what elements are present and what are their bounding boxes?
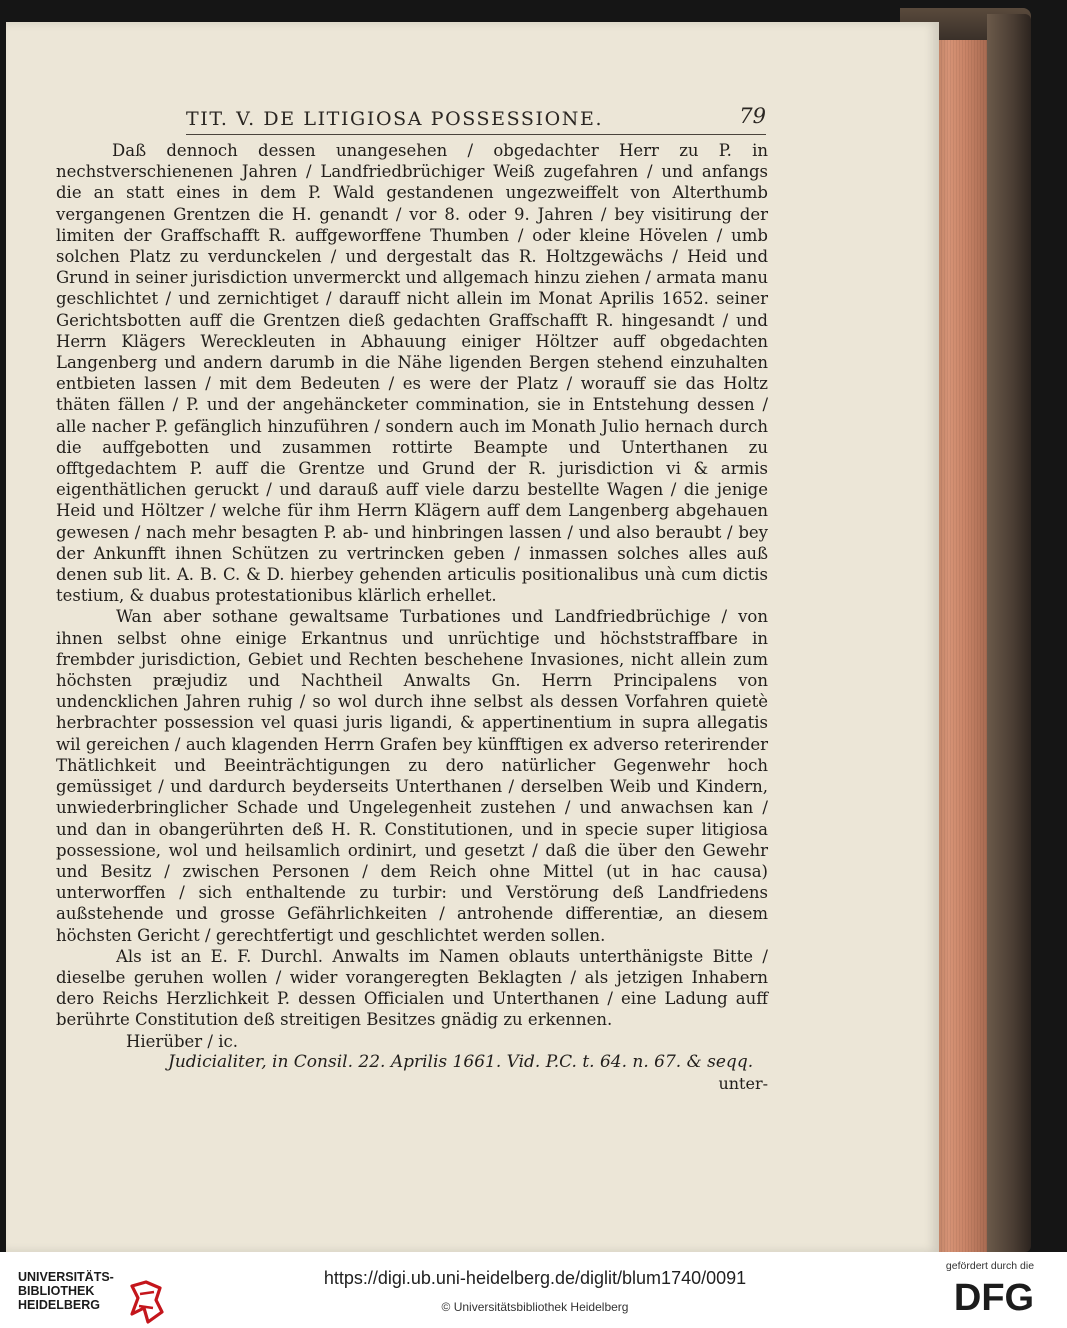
institution-name-line: UNIVERSITÄTS- xyxy=(18,1270,114,1284)
permalink-url[interactable]: https://digi.ub.uni-heidelberg.de/diglit/blum1740/0091 xyxy=(323,1268,747,1288)
page-edge xyxy=(932,40,987,1252)
citation: Judicialiter, in Consil. 22. Aprilis 1661. Vid. P.C. t. 64. n. 67. & seqq. xyxy=(168,1051,754,1072)
closing-formula: Hierüber / ic. xyxy=(126,1031,238,1051)
copyright-notice: © Universitätsbibliothek Heidelberg xyxy=(441,1300,629,1314)
viewer-footer xyxy=(0,1252,1067,1328)
university-library-logo[interactable] xyxy=(18,1270,158,1320)
institution-name-line: BIBLIOTHEK xyxy=(18,1284,95,1298)
catchword: unter- xyxy=(718,1073,768,1093)
sponsor-caption: gefördert durch die xyxy=(945,1260,1035,1272)
university-logo-icon xyxy=(126,1278,166,1326)
running-title: TIT. V. DE LITIGIOSA POSSESSIONE. xyxy=(186,108,604,130)
page-body xyxy=(56,140,768,1094)
paragraph: Wan aber sothane gewaltsame Turbationes und Landfriedbrüchige / von ihnen selbst ohne einige Erkantnus und unrüchtige und höchststraffbare in frembder jurisdiction, Gebiet und Rechten beschehene Invasiones, nicht allein zum höchsten præjudiz und Nachtheil Anwalts Gn. Herrn Principalens von undencklichen Jahren ruhig / so wol durch ihne selbst als dessen Vorfahren quietè herbrachter possession vel quasi juris ligandi, & appertinentium in supra allegatis wil gereichen / auch klagenden Herrn Grafen bey künfftigen ex adverso reterirender Thätlichkeit und Beeinträchtigungen zu dero natürlicher Gegenwehr hoch gemüssiget / und dardurch beyderseits Unterthanen / derselben Weib und Kindern, unwiederbringlicher Schade und Ungelegenheit zustehen / und anwachsen kan / und dan in obangerührten deß H. R. Constitutionen, und in specie super litigiosa possessione, wol und heilsamlich ordinirt, und gesetzt / daß die über den Gewehr und Besitz / zwischen Personen / dem Reich ohne Mittel (ut in hac causa) unterworffen / sich enthaltende zu turbir: und Verstörung deß Landfriedens außstehende und grosse Gefährlichkeiten / antrohende differentiæ, an diesem höchsten Gericht / gerechtfertigt und geschlichtet werden sollen. xyxy=(56,607,768,945)
header-rule xyxy=(186,134,766,135)
dfg-logo-text: DFG xyxy=(953,1277,1035,1316)
paragraph: Als ist an E. F. Durchl. Anwalts im Namen oblauts unterthänigste Bitte / dieselbe geruhen wollen / wider vorangeregten Beklagten / als jetzigen Inhabern dero Reichs Herzlichkeit P. dessen Officialen und Unterthanen / eine Ladung auff berührte Constitution deß streitigen Besitzes gnädig zu erkennen. xyxy=(56,946,768,1030)
paragraph: Daß dennoch dessen unangesehen / obgedachter Herr zu P. in nechstverschienenen Jahren / Landfriedbrüchiger Weiß zugefahren / und anfangs die an statt eines in dem P. Wald gestandenen ungezweiffelt von Alterthumb vergangenen Grentzen die H. genandt / vor 8. oder 9. Jahren / bey visitirung der limiten der Graffschafft R. auffgeworffene Thumben / oder kleine Hövelen / umb solchen Platz zu verdunckelen / und dergestalt das R. Holtzgewächs / Heid und Grund in seiner jurisdiction unvermerckt und allgemach hinzu ziehen / armata manu geschlichtet / und zernichtiget / darauff nicht allein im Monat Aprilis 1652. seiner Gerichtsbotten auff die Grentzen dieß gedachten Graffschafft R. hingesandt / und Herrn Klägers Wereckleuten in Abhauung einiger Höltzer auff obgedachten Langenberg und andern darumb in die Nähe ligenden Bergen stehend einzuhalten entbieten lassen / mit dem Bedeuten / es were der Platz / worauff sie das Holtz thäten fällen / P. und der angehäncketer commination, sie in Entstehung dessen / alle nacher P. gefänglich hinzuführen / sondern auch im Monath Julio hernach durch die auffgebotten und zusammen rottirte Beampte und Unterthanen zu offtgedachtem P. auff die Grentze und Grund der R. jurisdiction vi & armis eigenthätlichen geruckt / und darauß auff viele darzu bestellte Wagen / die jenige Heid und Höltzer / welche für ihm Herrn Klägern auff dem Langenberg abgehauen gewesen / nach mehr besagten P. ab- und hinbringen lassen / und also beraubt / bey der Ankunfft ihnen Schützen zu vertrincken geben / inmassen solches alles auß denen sub lit. A. B. C. & D. hierbey gehenden articulis positionalibus unà cum dictis testium, & duabus protestationibus klärlich erhellet. xyxy=(56,141,768,606)
page-number: 79 xyxy=(739,104,766,128)
dfg-logo[interactable] xyxy=(938,1276,1050,1316)
page-header xyxy=(186,104,766,136)
book-cover xyxy=(987,14,1031,1252)
institution-name-line: HEIDELBERG xyxy=(18,1298,100,1312)
book-page xyxy=(6,22,939,1252)
